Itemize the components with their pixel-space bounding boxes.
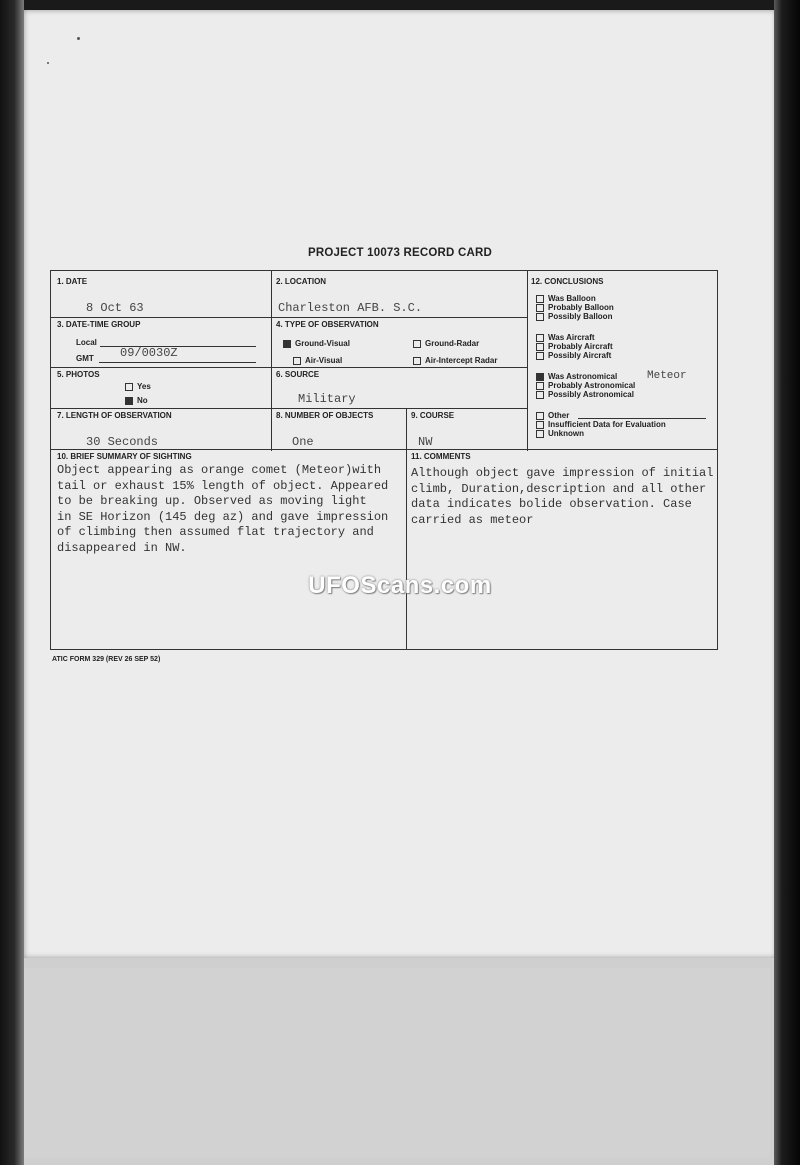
checkbox-icon <box>283 340 291 348</box>
checkbox-icon <box>293 357 301 365</box>
divider <box>51 317 527 318</box>
checkbox-icon <box>536 313 544 321</box>
comments-text <box>411 466 713 528</box>
summary-line: in SE Horizon (145 deg az) and gave impression <box>57 509 389 524</box>
conclusions-astronomical: Was Astronomical Probably Astronomical Possibly Astronomical <box>536 372 635 399</box>
checkbox-icon <box>413 357 421 365</box>
location-value: Charleston AFB. S.C. <box>278 301 423 315</box>
checkbox-icon <box>536 391 544 399</box>
summary-line: disappeared in NW. <box>57 540 187 555</box>
summary-label: 10. BRIEF SUMMARY OF SIGHTING <box>57 452 192 461</box>
obs-option-ground-radar: Ground-Radar <box>413 339 479 348</box>
source-label: 6. SOURCE <box>276 370 320 379</box>
astro-typed-value: Meteor <box>647 370 687 382</box>
local-label: Local <box>76 338 97 347</box>
obs-option-ground-visual: Ground-Visual <box>283 339 350 348</box>
summary-line: to be breaking up. Observed as moving light <box>57 494 367 509</box>
watermark: UFOScans.com <box>308 572 492 599</box>
observation-type-label: 4. TYPE OF OBSERVATION <box>276 320 379 329</box>
photos-label: 5. PHOTOS <box>57 370 100 379</box>
comments-line: Although object gave impression of initial <box>411 466 714 480</box>
checkbox-icon <box>125 383 133 391</box>
divider <box>271 271 272 451</box>
card-title: PROJECT 10073 RECORD CARD <box>308 247 492 259</box>
comments-label: 11. COMMENTS <box>411 452 471 461</box>
checkbox-icon <box>536 352 544 360</box>
dust-speck <box>47 62 49 64</box>
divider <box>51 449 717 450</box>
obs-option-air-visual: Air-Visual <box>293 356 342 365</box>
conclusions-other: Other Insufficient Data for Evaluation Unknown <box>536 411 666 438</box>
conclusions-label: 12. CONCLUSIONS <box>531 277 604 286</box>
gmt-line <box>99 362 256 363</box>
source-value: Military <box>298 392 356 406</box>
checkbox-icon <box>536 295 544 303</box>
divider <box>51 367 527 368</box>
date-label: 1. DATE <box>57 277 88 286</box>
checkbox-icon <box>536 430 544 438</box>
photos-yes: Yes <box>125 382 151 391</box>
num-objects-label: 8. NUMBER OF OBJECTS <box>276 411 374 420</box>
gmt-value: 09/0030Z <box>120 346 178 360</box>
checkbox-icon <box>125 397 133 405</box>
conclusions-aircraft: Was Aircraft Probably Aircraft Possibly Aircraft <box>536 333 613 360</box>
obs-option-air-intercept-radar: Air-Intercept Radar <box>413 356 497 365</box>
date-value: 8 Oct 63 <box>86 301 144 315</box>
divider <box>527 271 528 451</box>
checkbox-icon <box>536 412 544 420</box>
date-time-group-label: 3. DATE-TIME GROUP <box>57 320 141 329</box>
summary-line: Object appearing as orange comet (Meteor)with <box>57 463 382 477</box>
summary-text <box>57 463 388 557</box>
course-value: NW <box>418 435 433 449</box>
checkbox-icon <box>536 304 544 312</box>
num-objects-value: One <box>292 435 314 449</box>
gmt-label: GMT <box>76 354 94 363</box>
conclusions-balloon: Was Balloon Probably Balloon Possibly Balloon <box>536 294 614 321</box>
divider <box>51 408 527 409</box>
length-value: 30 Seconds <box>86 435 159 449</box>
checkbox-icon <box>536 343 544 351</box>
course-label: 9. COURSE <box>411 411 455 420</box>
checkbox-icon <box>413 340 421 348</box>
comments-line: carried as meteor <box>411 512 534 527</box>
divider <box>406 408 407 650</box>
checkbox-icon <box>536 421 544 429</box>
length-label: 7. LENGTH OF OBSERVATION <box>57 411 172 420</box>
comments-line: climb, Duration,description and all other <box>411 481 707 496</box>
other-line <box>578 418 706 419</box>
comments-line: data indicates bolide observation. Case <box>411 497 692 512</box>
summary-line: tail or exhaust 15% length of object. Appeared <box>57 478 389 493</box>
location-label: 2. LOCATION <box>276 277 327 286</box>
photos-no: No <box>125 396 148 405</box>
summary-line: of climbing then assumed flat trajectory and <box>57 525 374 540</box>
dust-speck <box>77 37 80 40</box>
form-number: ATIC FORM 329 (REV 26 SEP 52) <box>52 656 161 663</box>
checkbox-icon <box>536 373 544 381</box>
checkbox-icon <box>536 382 544 390</box>
lower-sheet <box>18 968 770 1158</box>
checkbox-icon <box>536 334 544 342</box>
